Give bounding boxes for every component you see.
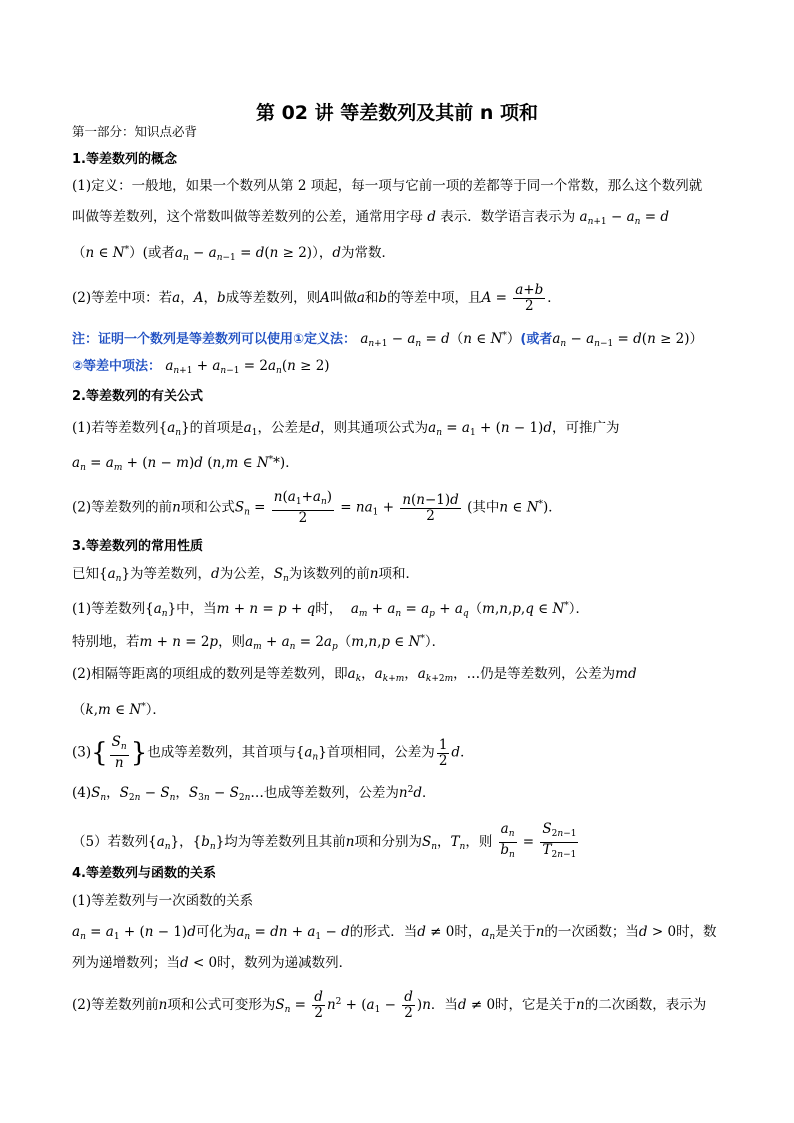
property-2-line-1: (2)相隔等距离的项组成的数列是等差数列，即$a_k$，$a_{k+m}$，$a_{k+2m}$，…仍是等差数列，公差为md	[72, 666, 637, 684]
property-1-special: 特别地，若m + n = 2p，则$a_m + a_n = 2a_p(m,n,p$ ∈ N*）．	[72, 634, 446, 652]
general-term-line-2: $a_n = a_m + (n - m)d$ (n,m ∈ N**)．	[72, 455, 299, 473]
property-3: (3){ $\frac{S_n}{n}$ }也成等差数列，其首项与$\{a_n\}$首项相同，公差为 $\frac{1}{2}$ d．	[72, 734, 474, 771]
part-heading: 第一部分：知识点必背	[72, 124, 198, 139]
linear-relation-title: (1)等差数列与一次函数的关系	[72, 893, 254, 909]
note-line-2: ②等差中项法： $a_{n+1} + a_{n-1} = 2a_n(n \ge 2)$	[72, 358, 330, 376]
section-3-heading: 3.等差数列的常用性质	[72, 539, 203, 554]
property-4: $(4)S_n$，$S_{2n} - S_n$，$S_{3n}$ − $S_{2n}\dots$也成等差数列，公差为$n^2d$．	[72, 785, 436, 803]
general-term-line-1: (1)若等差数列$\{a_n\}$的首项是$a_1$，公差是d，则其通项公式为$a_n = a_1 + (n - 1)d$，可推广为	[72, 420, 620, 438]
definition-line-1: (1)定义：一般地，如果一个数列从第 2 项起，每一项与它前一项的差都等于同一个常数，那么这个数列就	[72, 178, 703, 194]
page-title: 第 02 讲 等差数列及其前 n 项和	[255, 102, 539, 124]
definition-line-3: （n ∈ N*）(或者$a_n - a_{n-1} = d(n \ge 2)$），d为常数．	[72, 245, 395, 263]
linear-relation-line-1: $a_n = a_1 + (n - 1)d$可化为$a_n$ = dn + $a_1 - d$的形式．当d ≠ 0时，$a_n$是关于n的一次函数；当d > 0时，数	[72, 924, 717, 942]
arithmetic-mean-line: (2)等差中项：若a，A，b成等差数列，则A叫做a和b的等差中项，且A = $\frac{a+b}{2}$ ．	[72, 282, 561, 314]
note-line-1: 注：证明一个数列是等差数列可以使用①定义法： $a_{n+1} - a_n = d(n$ ∈ N*）(或者$a_n - a_{n-1} = d(n \ge 2)$）	[72, 331, 704, 349]
linear-relation-line-2: 列为递增数列；当d < 0时，数列为递减数列．	[72, 955, 353, 971]
property-5: （5）若数列$\{a_n\}$，$\{b_n\}$均为等差数列且其前n项和分别为$S_n$，$T_n$，则 $\frac{a_n}{b_n}$ = $\frac{S_{2n-1}}{T_{2n-1}}$	[72, 821, 577, 860]
section-2-heading: 2.等差数列的有关公式	[72, 389, 203, 404]
properties-intro: 已知$\{a_n\}$为等差数列，d为公差，$S_n$为该数列的前n项和．	[72, 566, 419, 584]
sum-formula-line: (2)等差数列的前n项和公式$S_n$ = $\frac{n(a_1+a_n)}{2}$ = $na_1$ + $\frac{n(n-1)d}{2}$ (其中n ∈ N*)．	[72, 489, 562, 526]
section-1-heading: 1.等差数列的概念	[72, 152, 177, 167]
property-2-line-2: （k,m ∈ N*）．	[72, 702, 166, 718]
property-1: (1)等差数列$\{a_n\}$中，当m + n = p + q时， $a_m + a_n = a_p + a_q(m,n,p,q$ ∈ N*）．	[72, 601, 590, 619]
section-4-heading: 4.等差数列与函数的关系	[72, 866, 216, 881]
quadratic-relation-line: (2)等差数列前n项和公式可变形为$S_n$ = $\frac{d}{2}$ $n^2 + (a_1$ − $\frac{d}{2}$ )n．当d ≠ 0时，它是关于n的二次函数，表示为	[72, 989, 707, 1021]
definition-line-2: 叫做等差数列，这个常数叫做等差数列的公差，通常用字母 d 表示．数学语言表示为 $a_{n+1} - a_n = d$	[72, 209, 669, 227]
